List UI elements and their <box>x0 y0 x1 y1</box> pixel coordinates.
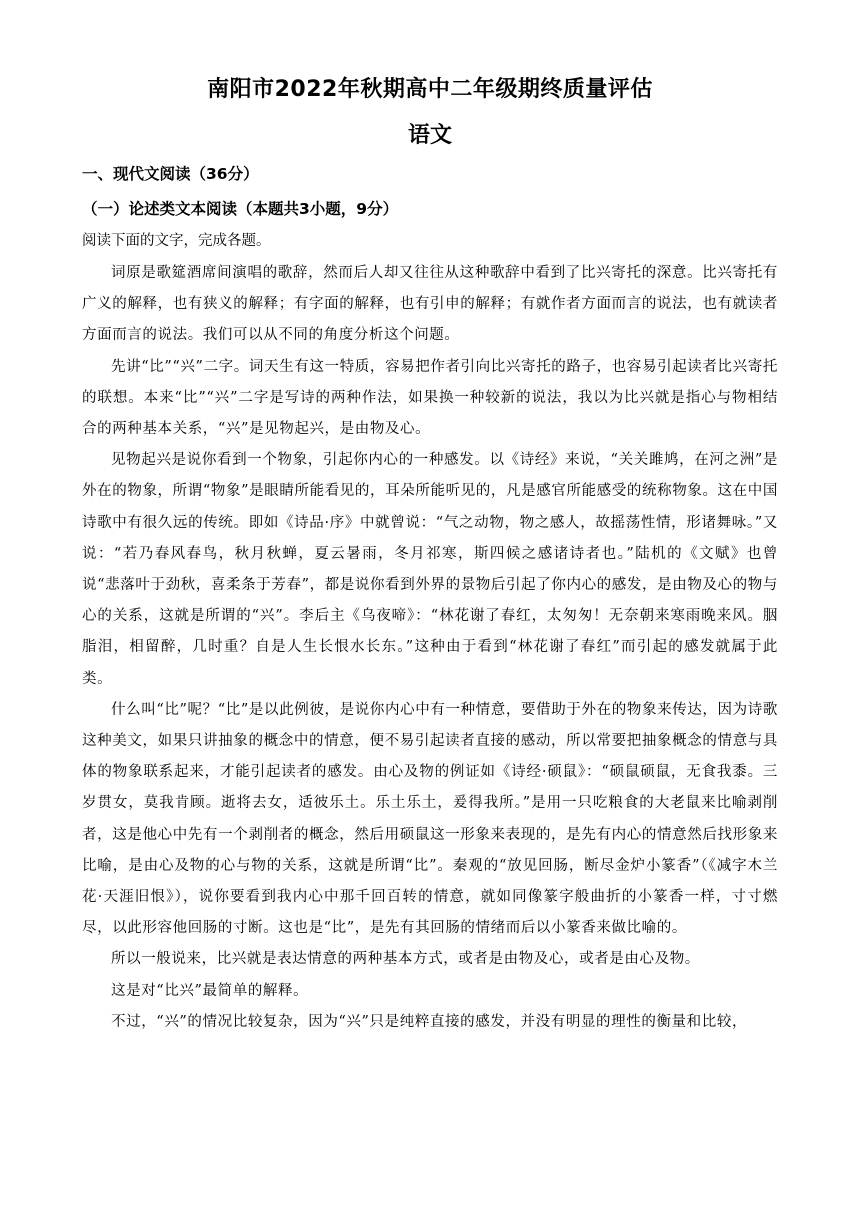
document-title: 南阳市2022年秋期高中二年级期终质量评估 <box>207 77 653 102</box>
subsection-heading: （一）论述类文本阅读（本题共3小题，9分） <box>82 200 399 218</box>
section-heading: 一、现代文阅读（36分） <box>82 165 259 183</box>
paragraph: 见物起兴是说你看到一个物象，引起你内心的一种感发。以《诗经》来说，“关关雎鸠，在河之洲”是外在的物象，所谓“物象”是眼睛所能看见的，耳朵所能听见的，凡是感官所能感受的统称物象。这在中国诗歌中有很久远的传统。即如《诗品·序》中就曾说：“气之动物，物之感人，故摇荡性情，形诸舞咏。”又说：“若乃春风春鸟，秋月秋蝉，夏云暑雨，冬月祁寒，斯四候之感诸诗者也。”陆机的《文赋》也曾说“悲落叶于劲秋，喜柔条于芳春”，都是说你看到外界的景物后引起了你内心的感发，是由物及心的物与心的关系，这就是所谓的“兴”。李后主《乌夜啼》：“林花谢了春红，太匆匆！无奈朝来寒雨晚来风。胭脂泪，相留醉，几时重？自是人生长恨水长东。”这种由于看到“林花谢了春红”而引起的感发就属于此类。 <box>82 452 778 687</box>
paragraph: 这是对“比兴”最简单的解释。 <box>111 982 309 999</box>
paragraph: 什么叫“比”呢？“比”是以此例彼，是说你内心中有一种情意，要借助于外在的物象来传达，因为诗歌这种美文，如果只讲抽象的概念中的情意，便不易引起读者直接的感动，所以常要把抽象概念的情意与具体的物象联系起来，才能引起读者的感发。由心及物的例证如《诗经·硕鼠》：“硕鼠硕鼠，无食我黍。三岁贯女，莫我肯顾。逝将去女，适彼乐土。乐土乐土，爰得我所。”是用一只吃粮食的大老鼠来比喻剥削者，这是他心中先有一个剥削者的概念，然后用硕鼠这一形象来表现的，是先有内心的情意然后找形象来比喻，是由心及物的心与物的关系，这就是所谓“比”。秦观的“放见回肠，断尽金炉小篆香”（《减字木兰花·天涯旧恨》），说你要看到我内心中那千回百转的情意，就如同像篆字般曲折的小篆香一样，寸寸燃尽，以此形容他回肠的寸断。这也是“比”，是先有其回肠的情绪而后以小篆香来做比喻的。 <box>82 701 778 937</box>
paragraph: 所以一般说来，比兴就是表达情意的两种基本方式，或者是由物及心，或者是由心及物。 <box>111 951 700 968</box>
paragraph: 不过，“兴”的情况比较复杂，因为“兴”只是纯粹直接的感发，并没有明显的理性的衡量和比较， <box>111 1013 748 1030</box>
paragraph: 词原是歌筵酒席间演唱的歌辞，然而后人却又往往从这种歌辞中看到了比兴寄托的深意。比兴寄托有广义的解释，也有狭义的解释；有字面的解释，也有引申的解释；有就作者方面而言的说法，也有就读者方面而言的说法。我们可以从不同的角度分析这个问题。 <box>82 265 778 344</box>
subject-heading: 语文 <box>407 123 452 148</box>
passage-body <box>82 258 778 1038</box>
paragraph: 先讲“比”“兴”二字。词天生有这一特质，容易把作者引向比兴寄托的路子，也容易引起读者比兴寄托的联想。本来“比”“兴”二字是写诗的两种作法，如果换一种较新的说法，我以为比兴就是指心与物相结合的两种基本关系，“兴”是见物起兴，是由物及心。 <box>82 358 778 438</box>
reading-instruction: 阅读下面的文字，完成各题。 <box>82 233 271 249</box>
